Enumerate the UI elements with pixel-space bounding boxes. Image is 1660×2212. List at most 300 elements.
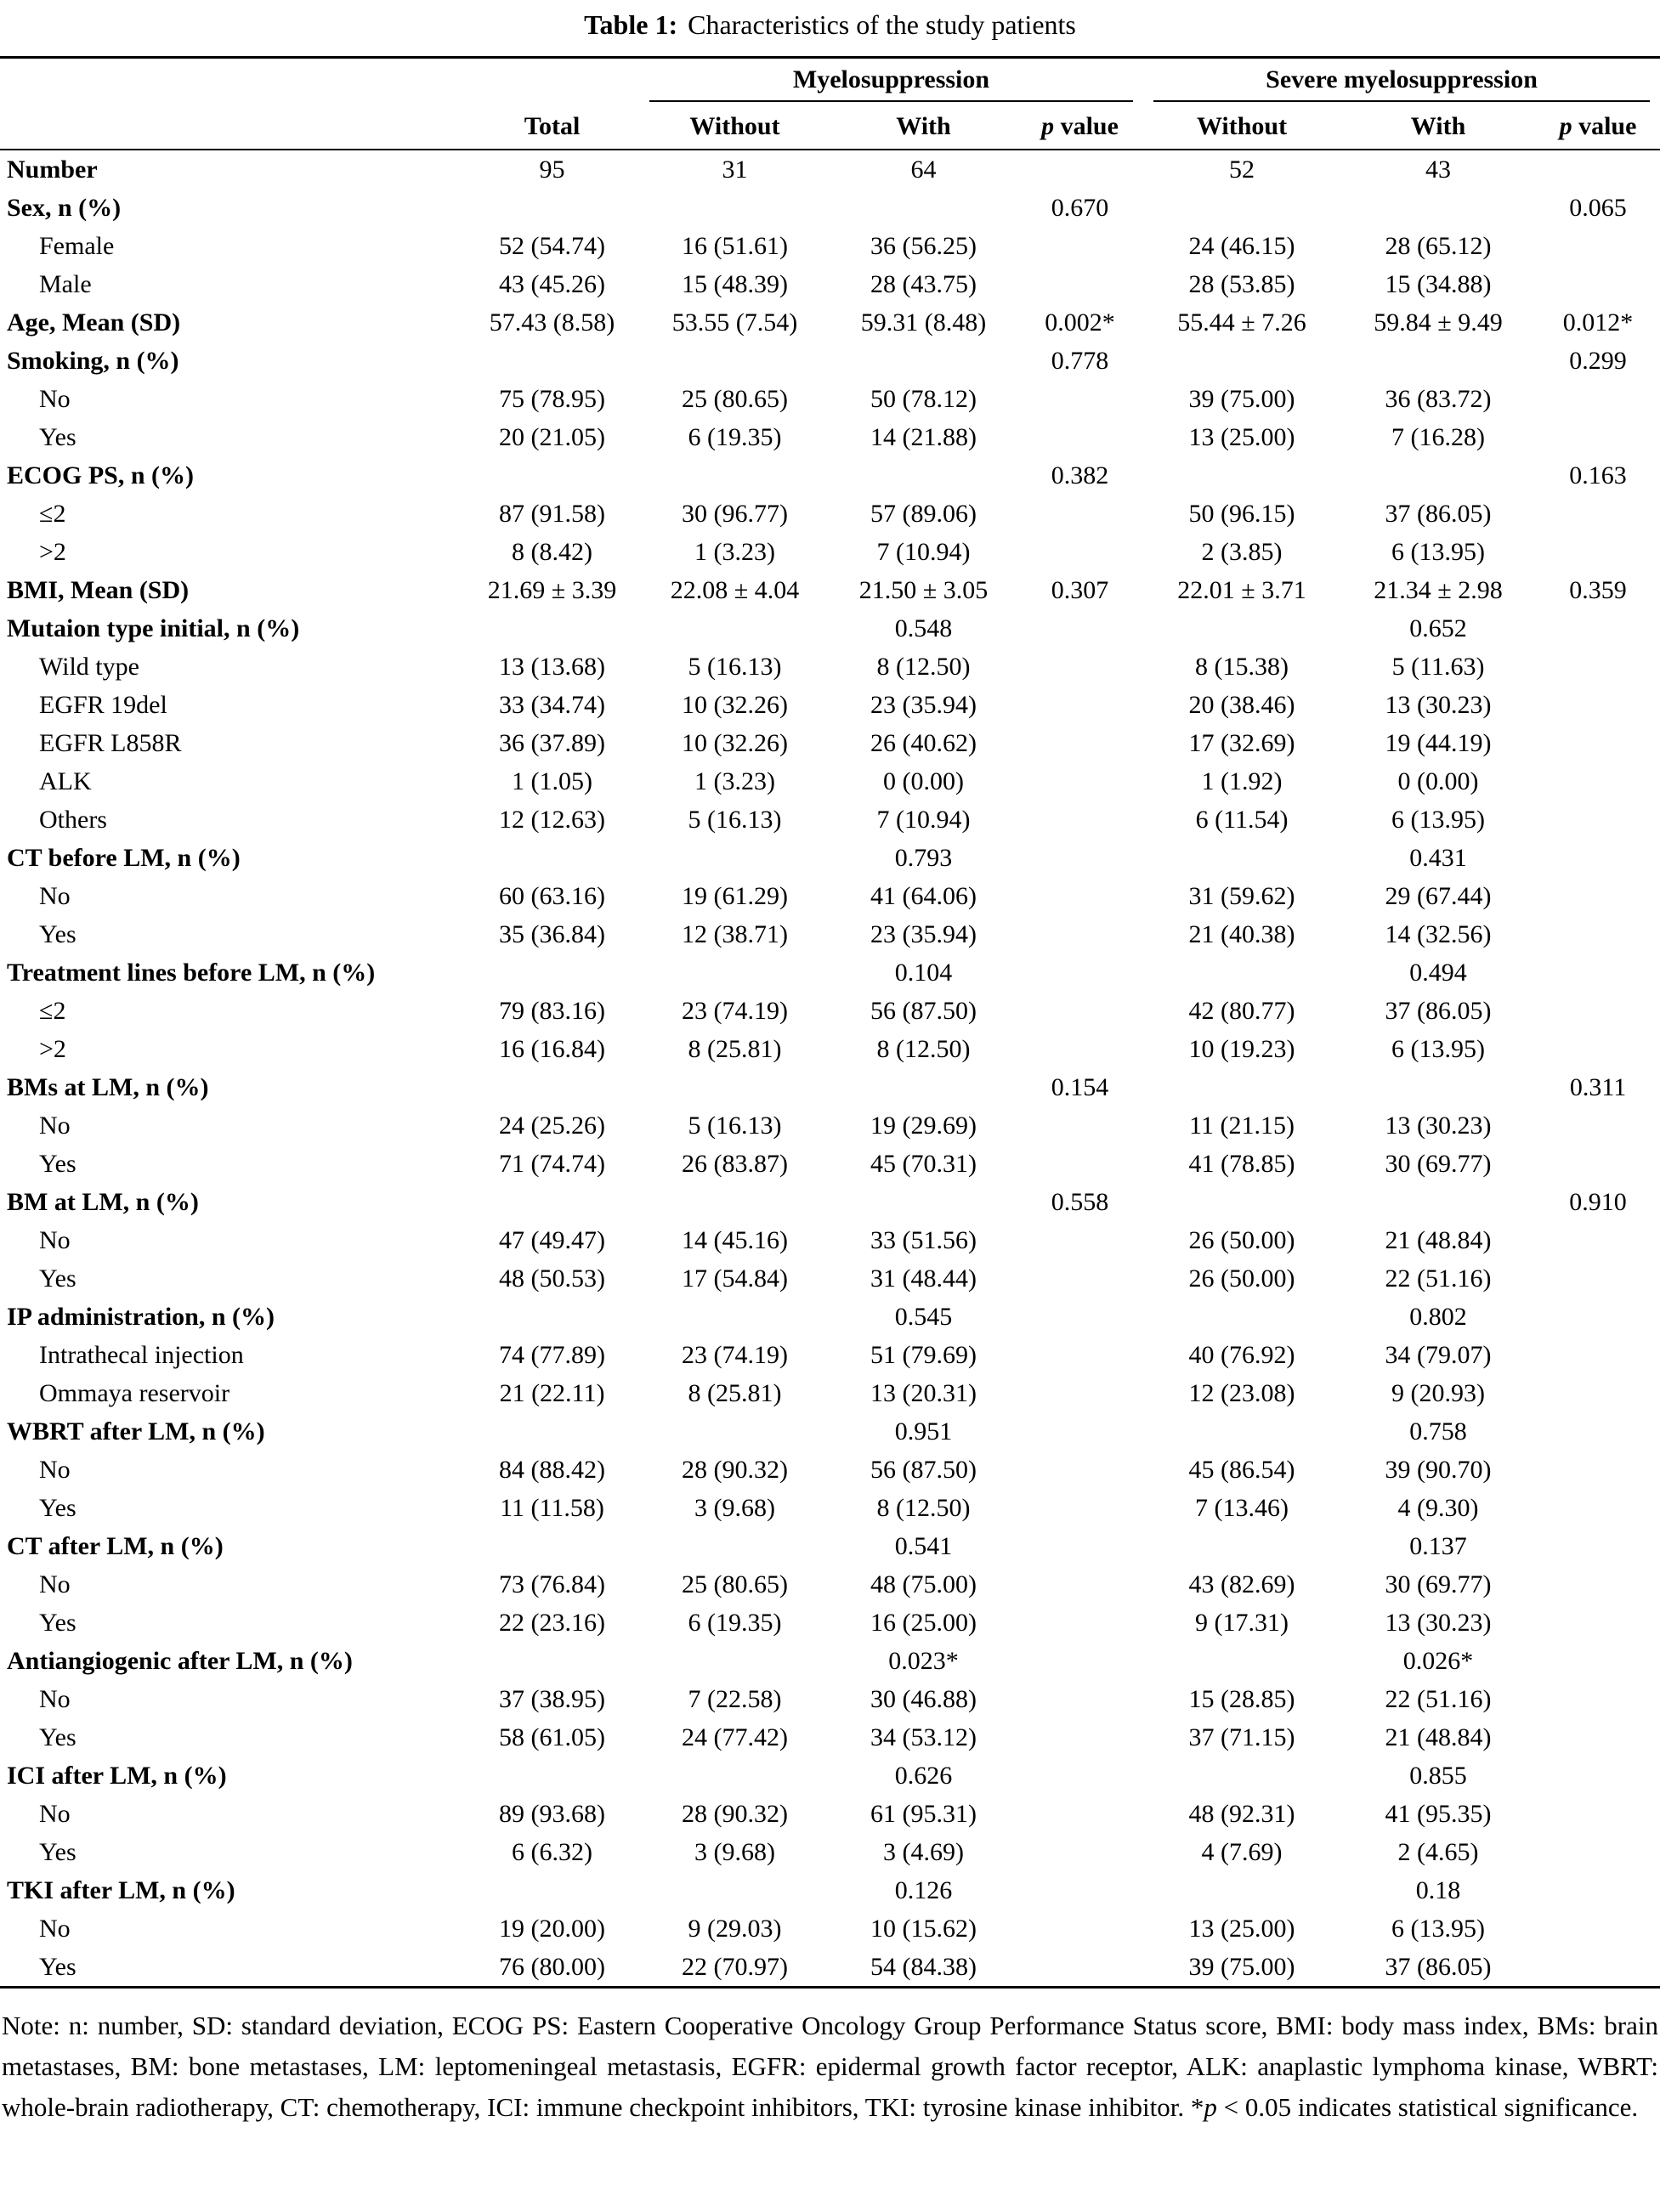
spanner-spacer	[0, 58, 639, 103]
cell: 9 (20.93)	[1391, 1379, 1485, 1407]
cell	[1017, 648, 1143, 686]
cell: 43 (45.26)	[499, 270, 605, 298]
column-header-empty	[0, 102, 465, 150]
column-header-pvalue-myelo	[1017, 102, 1143, 150]
table-row	[0, 648, 1660, 686]
row-label: Yes	[39, 920, 76, 948]
cell: 0.012*	[1562, 308, 1634, 337]
cell: 0.307	[1051, 576, 1109, 604]
table-row	[0, 609, 1660, 648]
cell: 6 (13.95)	[1391, 1035, 1485, 1063]
cell: 39 (90.70)	[1385, 1456, 1492, 1484]
table-row	[0, 1642, 1660, 1680]
cell: 21 (48.84)	[1385, 1723, 1492, 1751]
cell: 35 (36.84)	[499, 920, 605, 948]
cell: 13 (30.23)	[1385, 691, 1492, 719]
cell: 0.382	[1051, 461, 1109, 489]
column-header-with-severe: With	[1340, 102, 1536, 150]
cell: 0.802	[1409, 1303, 1467, 1331]
table-row	[0, 1259, 1660, 1298]
group-header-severe-myelosuppression-label: Severe myelosuppression	[1153, 65, 1650, 102]
cell	[1017, 1298, 1143, 1336]
row-label: Female	[39, 232, 115, 260]
cell: 22.01 ± 3.71	[1177, 576, 1306, 604]
cell: 0.545	[894, 1303, 953, 1331]
cell: 23 (35.94)	[870, 691, 977, 719]
cell	[1536, 801, 1660, 839]
cell: 22 (23.16)	[499, 1609, 605, 1637]
cell: 43 (82.69)	[1188, 1570, 1295, 1598]
cell: 5 (16.13)	[688, 806, 782, 834]
row-label: Age, Mean (SD)	[7, 308, 181, 337]
cell	[639, 456, 830, 495]
cell: 39 (75.00)	[1188, 1953, 1295, 1981]
table-row	[0, 1030, 1660, 1068]
cell	[1017, 1259, 1143, 1298]
row-label: BMs at LM, n (%)	[7, 1073, 209, 1101]
row-label: Yes	[39, 1723, 76, 1751]
cell: 13 (20.31)	[870, 1379, 977, 1407]
cell	[1017, 1221, 1143, 1259]
row-label: ECOG PS, n (%)	[7, 461, 195, 489]
cell: 51 (79.69)	[870, 1341, 977, 1369]
cell: 84 (88.42)	[499, 1456, 605, 1484]
cell: 37 (38.95)	[499, 1685, 605, 1713]
table-row	[0, 380, 1660, 418]
cell: 19 (29.69)	[870, 1112, 977, 1140]
row-label: >2	[39, 538, 66, 566]
cell: 50 (96.15)	[1188, 500, 1295, 528]
cell	[1536, 1527, 1660, 1565]
row-label: No	[39, 1570, 71, 1598]
cell	[1143, 1527, 1340, 1565]
cell: 37 (86.05)	[1385, 500, 1492, 528]
table-row	[0, 686, 1660, 724]
cell: 8 (25.81)	[688, 1035, 782, 1063]
cell	[1017, 1451, 1143, 1489]
column-header-total: Total	[465, 102, 639, 150]
row-label: EGFR L858R	[39, 729, 182, 757]
cell	[1143, 342, 1340, 380]
row-label: Number	[7, 156, 98, 184]
column-header-pvalue-severe	[1536, 102, 1660, 150]
row-label: No	[39, 385, 71, 413]
cell: 5 (16.13)	[688, 653, 782, 681]
table-row	[0, 915, 1660, 953]
cell: 21 (48.84)	[1385, 1226, 1492, 1254]
cell	[830, 1068, 1017, 1106]
cell: 22 (51.16)	[1385, 1685, 1492, 1713]
cell	[1536, 1489, 1660, 1527]
cell	[1017, 992, 1143, 1030]
cell	[1536, 495, 1660, 533]
table-row	[0, 418, 1660, 456]
cell: 95	[539, 156, 565, 184]
table-row	[0, 571, 1660, 609]
table-row	[0, 1183, 1660, 1221]
cell	[639, 1757, 830, 1795]
cell: 39 (75.00)	[1188, 385, 1295, 413]
cell: 17 (32.69)	[1188, 729, 1295, 757]
cell	[465, 1527, 639, 1565]
cell	[1017, 1718, 1143, 1757]
row-label: Smoking, n (%)	[7, 347, 179, 375]
cell: 75 (78.95)	[499, 385, 605, 413]
cell	[1017, 1489, 1143, 1527]
cell: 12 (12.63)	[499, 806, 605, 834]
cell	[639, 1412, 830, 1451]
table-row	[0, 1221, 1660, 1259]
row-label: No	[39, 1685, 71, 1713]
row-label: >2	[39, 1035, 66, 1063]
cell: 2 (3.85)	[1201, 538, 1283, 566]
cell: 10 (32.26)	[682, 691, 788, 719]
cell: 15 (48.39)	[682, 270, 788, 298]
cell	[639, 189, 830, 227]
cell: 40 (76.92)	[1188, 1341, 1295, 1369]
cell: 37 (86.05)	[1385, 1953, 1492, 1981]
cell	[1536, 839, 1660, 877]
cell: 7 (13.46)	[1195, 1494, 1289, 1522]
cell	[1017, 1909, 1143, 1948]
cell: 13 (25.00)	[1188, 423, 1295, 451]
cell	[1143, 189, 1340, 227]
cell: 56 (87.50)	[870, 997, 977, 1025]
row-label: No	[39, 1915, 71, 1943]
cell: 23 (35.94)	[870, 920, 977, 948]
cell	[1536, 1106, 1660, 1145]
row-label: ICI after LM, n (%)	[7, 1762, 227, 1790]
cell: 0.026*	[1402, 1647, 1474, 1675]
cell	[465, 1757, 639, 1795]
cell: 73 (76.84)	[499, 1570, 605, 1598]
row-label: ≤2	[39, 997, 66, 1025]
row-label: Antiangiogenic after LM, n (%)	[7, 1647, 353, 1675]
cell: 13 (30.23)	[1385, 1112, 1492, 1140]
cell: 6 (19.35)	[688, 1609, 782, 1637]
cell: 4 (7.69)	[1201, 1838, 1283, 1866]
cell	[1143, 839, 1340, 877]
cell: 6 (11.54)	[1195, 806, 1289, 834]
cell	[1143, 953, 1340, 992]
table-row	[0, 1068, 1660, 1106]
cell: 17 (54.84)	[682, 1264, 788, 1293]
cell	[1536, 1374, 1660, 1412]
cell: 11 (21.15)	[1189, 1112, 1295, 1140]
cell	[1536, 915, 1660, 953]
row-label: BM at LM, n (%)	[7, 1188, 199, 1216]
cell	[1143, 1298, 1340, 1336]
cell: 52	[1229, 156, 1255, 184]
cell: 59.31 (8.48)	[860, 308, 987, 337]
table-row	[0, 1604, 1660, 1642]
table-row	[0, 1298, 1660, 1336]
cell: 0.951	[894, 1417, 953, 1445]
cell: 53.55 (7.54)	[671, 308, 798, 337]
row-label: EGFR 19del	[39, 691, 167, 719]
cell: 7 (16.28)	[1391, 423, 1485, 451]
cell: 0.541	[894, 1532, 953, 1560]
cell: 79 (83.16)	[499, 997, 605, 1025]
cell	[830, 1183, 1017, 1221]
pvalue-p: p	[1041, 112, 1055, 140]
cell: 6 (13.95)	[1391, 538, 1485, 566]
characteristics-table	[0, 56, 1660, 1989]
cell	[639, 1642, 830, 1680]
cell: 31 (48.44)	[870, 1264, 977, 1293]
cell: 24 (46.15)	[1188, 232, 1295, 260]
cell	[1017, 1412, 1143, 1451]
cell: 16 (25.00)	[870, 1609, 977, 1637]
cell	[1017, 1030, 1143, 1068]
cell	[830, 342, 1017, 380]
cell: 12 (23.08)	[1188, 1379, 1295, 1407]
row-label: Wild type	[39, 653, 139, 681]
cell	[1017, 801, 1143, 839]
cell: 54 (84.38)	[870, 1953, 977, 1981]
cell: 3 (4.69)	[883, 1838, 964, 1866]
row-label: Mutaion type initial, n (%)	[7, 614, 300, 642]
cell	[1017, 609, 1143, 648]
cell: 16 (16.84)	[499, 1035, 605, 1063]
cell	[465, 609, 639, 648]
table-row	[0, 801, 1660, 839]
table-title-label: Table 1:	[584, 9, 678, 40]
cell: 0 (0.00)	[1397, 767, 1479, 795]
cell: 30 (46.88)	[870, 1685, 977, 1713]
table-row	[0, 877, 1660, 915]
table-row	[0, 1833, 1660, 1871]
cell: 6 (19.35)	[688, 423, 782, 451]
group-header-myelosuppression	[639, 58, 1143, 103]
cell: 6 (13.95)	[1391, 806, 1485, 834]
cell	[1017, 1795, 1143, 1833]
cell	[1017, 1604, 1143, 1642]
cell	[1017, 150, 1143, 189]
cell: 48 (75.00)	[870, 1570, 977, 1598]
cell: 41 (78.85)	[1188, 1150, 1295, 1178]
cell: 0.023*	[888, 1647, 959, 1675]
cell	[1536, 1871, 1660, 1909]
cell: 7 (22.58)	[688, 1685, 782, 1713]
cell: 5 (16.13)	[688, 1112, 782, 1140]
cell	[1017, 1642, 1143, 1680]
cell: 10 (32.26)	[682, 729, 788, 757]
cell: 0.299	[1569, 347, 1627, 375]
table-row	[0, 1757, 1660, 1795]
cell: 9 (29.03)	[688, 1915, 782, 1943]
cell: 59.84 ± 9.49	[1374, 308, 1503, 337]
table-row	[0, 342, 1660, 380]
cell: 21.34 ± 2.98	[1374, 576, 1503, 604]
table-body	[0, 150, 1660, 1988]
cell	[1536, 1412, 1660, 1451]
table-row	[0, 1871, 1660, 1909]
cell: 48 (50.53)	[499, 1264, 605, 1293]
table-row	[0, 265, 1660, 303]
cell: 57 (89.06)	[870, 500, 977, 528]
cell	[1536, 380, 1660, 418]
table-title	[0, 7, 1660, 42]
cell: 0.855	[1409, 1762, 1467, 1790]
cell	[1536, 609, 1660, 648]
cell	[1536, 953, 1660, 992]
cell: 10 (19.23)	[1188, 1035, 1295, 1063]
cell: 22.08 ± 4.04	[670, 576, 800, 604]
cell: 6 (13.95)	[1391, 1915, 1485, 1943]
cell	[1017, 533, 1143, 571]
cell: 36 (56.25)	[870, 232, 977, 260]
cell: 23 (74.19)	[682, 1341, 788, 1369]
cell	[1536, 1757, 1660, 1795]
cell	[1340, 342, 1536, 380]
cell: 21 (22.11)	[499, 1379, 605, 1407]
table-row	[0, 839, 1660, 877]
table-row	[0, 150, 1660, 189]
cell	[1536, 992, 1660, 1030]
cell	[1536, 686, 1660, 724]
cell: 74 (77.89)	[499, 1341, 605, 1369]
cell: 21.50 ± 3.05	[858, 576, 989, 604]
cell: 8 (12.50)	[876, 1035, 971, 1063]
cell: 11 (11.58)	[500, 1494, 604, 1522]
table-row	[0, 1718, 1660, 1757]
cell	[830, 189, 1017, 227]
cell	[1017, 1871, 1143, 1909]
row-label: No	[39, 1112, 71, 1140]
table-row	[0, 1909, 1660, 1948]
cell	[639, 1871, 830, 1909]
cell: 5 (11.63)	[1391, 653, 1485, 681]
cell	[1340, 189, 1536, 227]
cell: 0.626	[894, 1762, 953, 1790]
cell: 58 (61.05)	[499, 1723, 605, 1751]
cell	[1017, 1948, 1143, 1988]
cell	[1536, 265, 1660, 303]
cell: 10 (15.62)	[870, 1915, 977, 1943]
cell: 1 (1.92)	[1201, 767, 1283, 795]
cell: 28 (90.32)	[682, 1456, 788, 1484]
table-row	[0, 1795, 1660, 1833]
note-p-italic: p	[1204, 2092, 1217, 2122]
cell: 61 (95.31)	[870, 1800, 977, 1828]
cell: 16 (51.61)	[682, 232, 788, 260]
row-label: IP administration, n (%)	[7, 1303, 275, 1331]
cell: 12 (38.71)	[682, 920, 788, 948]
cell: 31 (59.62)	[1188, 882, 1295, 910]
cell	[1340, 1068, 1536, 1106]
cell: 87 (91.58)	[499, 500, 605, 528]
cell: 2 (4.65)	[1397, 1838, 1479, 1866]
cell: 26 (40.62)	[870, 729, 977, 757]
row-label: No	[39, 1800, 71, 1828]
table-row	[0, 1489, 1660, 1527]
row-label: ALK	[39, 767, 92, 795]
cell	[1536, 150, 1660, 189]
row-label: CT after LM, n (%)	[7, 1532, 224, 1560]
cell: 0.359	[1569, 576, 1627, 604]
cell: 45 (70.31)	[870, 1150, 977, 1178]
cell	[465, 456, 639, 495]
cell	[1143, 1412, 1340, 1451]
cell	[1340, 1183, 1536, 1221]
cell	[1536, 648, 1660, 686]
row-label: ≤2	[39, 500, 66, 528]
cell: 20 (38.46)	[1188, 691, 1295, 719]
cell	[1017, 1106, 1143, 1145]
column-header-with-myelo: With	[830, 102, 1017, 150]
cell	[1143, 1068, 1340, 1106]
cell	[1143, 1871, 1340, 1909]
cell: 42 (80.77)	[1188, 997, 1295, 1025]
cell: 31	[722, 156, 748, 184]
cell: 24 (25.26)	[499, 1112, 605, 1140]
cell: 13 (30.23)	[1385, 1609, 1492, 1637]
spanner-header-row	[0, 58, 1660, 103]
pvalue-word: value	[1054, 112, 1119, 140]
cell	[1536, 1718, 1660, 1757]
cell	[1536, 1336, 1660, 1374]
cell	[1536, 1642, 1660, 1680]
cell	[1536, 877, 1660, 915]
cell: 0.670	[1051, 194, 1109, 222]
cell: 19 (61.29)	[682, 882, 788, 910]
cell: 0.126	[894, 1876, 953, 1904]
cell: 28 (53.85)	[1188, 270, 1295, 298]
cell: 45 (86.54)	[1188, 1456, 1295, 1484]
table-row	[0, 762, 1660, 801]
cell: 30 (69.77)	[1385, 1570, 1492, 1598]
cell	[465, 839, 639, 877]
table-row	[0, 1106, 1660, 1145]
column-header-without-severe: Without	[1143, 102, 1340, 150]
cell	[1017, 418, 1143, 456]
cell: 26 (50.00)	[1188, 1264, 1295, 1293]
table-row	[0, 456, 1660, 495]
cell: 28 (43.75)	[870, 270, 977, 298]
cell	[465, 342, 639, 380]
cell: 1 (1.05)	[512, 767, 592, 795]
cell: 34 (79.07)	[1385, 1341, 1492, 1369]
note-significance-text: < 0.05 indicates statistical significance.	[1216, 2092, 1639, 2122]
cell: 13 (13.68)	[499, 653, 605, 681]
cell	[1017, 686, 1143, 724]
cell	[1017, 1374, 1143, 1412]
cell	[465, 189, 639, 227]
cell	[1536, 1833, 1660, 1871]
cell: 0 (0.00)	[883, 767, 964, 795]
cell: 71 (74.74)	[499, 1150, 605, 1178]
cell	[465, 1183, 639, 1221]
cell	[639, 1183, 830, 1221]
table-row	[0, 303, 1660, 342]
cell: 0.494	[1409, 959, 1467, 987]
cell: 36 (83.72)	[1385, 385, 1492, 413]
cell	[1143, 609, 1340, 648]
cell	[1143, 1757, 1340, 1795]
cell	[1017, 724, 1143, 762]
cell: 19 (20.00)	[499, 1915, 605, 1943]
group-header-myelosuppression-label: Myelosuppression	[649, 65, 1133, 102]
cell	[1017, 1527, 1143, 1565]
table-row	[0, 1451, 1660, 1489]
table-row	[0, 495, 1660, 533]
cell	[465, 1871, 639, 1909]
group-header-severe-myelosuppression	[1143, 58, 1660, 103]
cell	[465, 1298, 639, 1336]
cell: 0.163	[1569, 461, 1627, 489]
cell: 20 (21.05)	[499, 423, 605, 451]
